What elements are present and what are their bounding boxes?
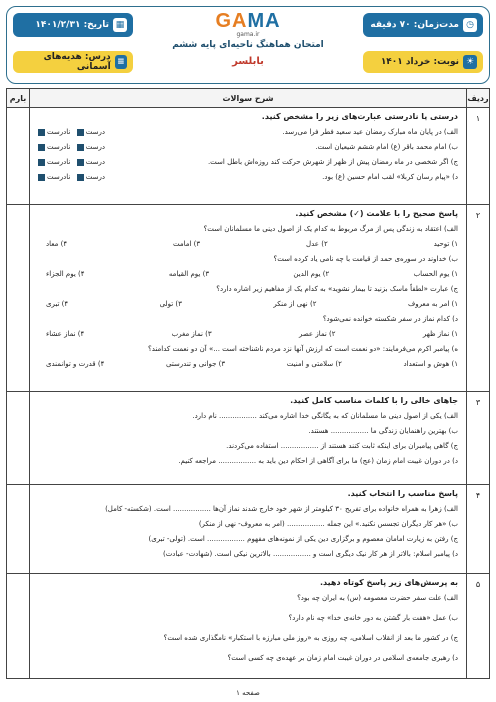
tf-item: الف) در پایان ماه مبارک رمضان عید سعید فطر فرا می‌رسد. درست نادرست	[36, 126, 458, 139]
false-checkbox[interactable]	[38, 159, 45, 166]
mc-option[interactable]: ۴) یوم الجزاء	[46, 270, 85, 278]
exam-header	[6, 6, 490, 84]
short-answer-item: د) رهبری جامعه‌ی اسلامی در دوران غیبت امام زمان بر عهده‌ی چه کسی است؟	[227, 654, 458, 662]
mc-option[interactable]: ۴) قدرت و توانمندی	[46, 360, 105, 368]
question-title: پاسخ صحیح را با علامت (✓) مشخص کنید.	[295, 209, 458, 218]
question-row-4	[7, 485, 489, 574]
mc-option[interactable]: ۴) نماز عشاء	[46, 330, 85, 338]
mc-question: ب) خداوند در سوره‌ی حمد از قیامت با چه نامی یاد کرده است؟	[273, 255, 458, 263]
fill-blank-item: ب) بهترین راهنمایان زندگی ما ................. هستند.	[308, 427, 458, 435]
false-checkbox[interactable]	[38, 129, 45, 136]
gama-logo: GAMA	[215, 10, 281, 32]
true-checkbox[interactable]	[77, 159, 84, 166]
short-answer-item: ج) در کشور ما بعد از انقلاب اسلامی، چه روزی به «روز ملی مبارزه با استکبار» نامگذاری شده است؟	[163, 634, 458, 642]
mc-options	[36, 358, 458, 371]
choice-item: د) پیامبر اسلام: بالاتر از هر کار نیک دیگری است و ................. بالاترین نیکی است. (شهادت- عبادت)	[162, 550, 458, 558]
exam-city: بابلسر	[232, 56, 264, 67]
duration-text: مدت‌زمان: ۷۰ دقیقه	[370, 20, 459, 30]
choice-item: ب) «هر کار دیگران تجسس نکنید.» این جمله ................. (امر به معروف- نهی از منکر)	[198, 520, 458, 528]
mc-option[interactable]: ۳) امامت	[173, 240, 201, 248]
header-center	[157, 11, 339, 67]
mc-option[interactable]: ۲) عدل	[306, 240, 328, 248]
mc-option[interactable]: ۴) معاد	[46, 240, 68, 248]
mc-option[interactable]: ۳) تولی	[159, 300, 182, 308]
question-row-3	[7, 392, 489, 485]
score-cell	[7, 392, 29, 484]
question-title: به پرسش‌های زیر پاسخ کوتاه دهید.	[319, 578, 458, 587]
mc-option[interactable]: ۲) یوم الدین	[293, 270, 330, 278]
question-number: ۵	[466, 574, 489, 678]
col-score-header: بارم	[9, 93, 27, 103]
score-cell	[7, 485, 29, 573]
question-row-5	[7, 574, 489, 678]
mc-option[interactable]: ۳) جوانی و تندرستی	[165, 360, 226, 368]
question-row-2	[7, 205, 489, 392]
date-bar	[13, 13, 133, 37]
short-answer-item: الف) علت سفر حضرت معصومه (س) به ایران چه بود؟	[297, 594, 458, 602]
mc-option[interactable]: ۱) یوم الحساب	[413, 270, 458, 278]
fill-blank-item: الف) یکی از اصول دینی ما مسلمانان که به یگانگی خدا اشاره می‌کند ................. نام دارد.	[192, 412, 458, 420]
mc-options	[36, 328, 458, 341]
tf-item: ج) اگر شخصی در ماه رمضان پیش از ظهر از شهرش حرکت کند روزه‌اش باطل است. درست نادرست	[36, 156, 458, 169]
mc-option[interactable]: ۳) یوم القیامه	[168, 270, 210, 278]
tf-options: درست نادرست	[36, 126, 105, 139]
tf-options: درست نادرست	[36, 156, 105, 169]
exam-title: امتحان هماهنگ ناحیه‌ای پایه ششم	[172, 40, 324, 50]
col-body-header: شرح سوالات	[29, 89, 466, 107]
question-number: ۲	[466, 205, 489, 391]
question-number: ۳	[466, 392, 489, 484]
mc-option[interactable]: ۳) نماز مغرب	[171, 330, 212, 338]
tf-item: ب) امام محمد باقر (ع) امام ششم شیعیان است. درست نادرست	[36, 141, 458, 154]
false-checkbox[interactable]	[38, 144, 45, 151]
col-num-header: ردیف	[466, 89, 489, 107]
table-header	[7, 89, 489, 108]
mc-option[interactable]: ۲) نهی از منکر	[273, 300, 317, 308]
calendar-icon: ▦	[113, 18, 127, 32]
question-row-1	[7, 108, 489, 205]
mc-options	[36, 268, 458, 281]
question-title: درستی یا نادرستی عبارت‌های زیر را مشخص کنید.	[261, 112, 458, 121]
question-title: پاسخ مناسب را انتخاب کنید.	[347, 489, 458, 498]
mc-question: ه) پیامبر اکرم می‌فرمایند: «دو نعمت است که ارزش آنها نزد مردم ناشناخته است ...» آن دو نعمت کدامند؟	[148, 345, 458, 353]
choice-item: الف) زهرا به همراه خانواده برای تفریح ۳۰ کیلومتر از شهر خود خارج شدند نماز آن‌ها ................. است. (شکسته- کامل)	[105, 505, 458, 513]
mc-question: ج) عبارت «لطفاً ماسک بزنید تا بیمار نشوید» به کدام یک از مفاهیم زیر اشاره دارد؟	[216, 285, 458, 293]
date-text: تاریخ: ۱۴۰۱/۲/۳۱	[35, 20, 109, 30]
page-number: صفحه ۱	[236, 689, 260, 697]
session-text: نوبت: خرداد ۱۴۰۱	[380, 57, 459, 67]
clock-icon: ◷	[463, 18, 477, 32]
tf-options: درست نادرست	[36, 171, 105, 184]
score-cell	[7, 205, 29, 391]
fill-blank-item: ج) گاهی پیامبران برای اینکه ثابت کنند هستند از ................. استفاده می‌کردند.	[226, 442, 458, 450]
tf-item: د) «پیام رسان کربلا» لقب امام حسین (ع) بود. درست نادرست	[36, 171, 458, 184]
mc-option[interactable]: ۱) هوش و استعداد	[403, 360, 458, 368]
sun-icon: ☀	[463, 55, 477, 69]
true-checkbox[interactable]	[77, 129, 84, 136]
mc-option[interactable]: ۲) سلامتی و امنیت	[286, 360, 342, 368]
true-checkbox[interactable]	[77, 144, 84, 151]
score-cell	[7, 108, 29, 204]
subject-text: درس: هدیه‌های آسمانی	[43, 52, 111, 72]
short-answer-item: ب) عمل «هفت بار گشتن به دور خانه‌ی خدا» چه نام دارد؟	[288, 614, 458, 622]
logo-sub: gama.ir	[236, 31, 260, 38]
choice-item: ج) رفتن به زیارت امامان معصوم و برگزاری دین یکی از نمونه‌های مفهوم ................. است. (تولی- تبری)	[148, 535, 458, 543]
mc-option[interactable]: ۱) نماز ظهر	[422, 330, 458, 338]
mc-options	[36, 298, 458, 311]
session-bar	[363, 51, 483, 73]
question-number: ۴	[466, 485, 489, 573]
mc-question: الف) اعتقاد به زندگی پس از مرگ مربوط به کدام یک از اصول دینی ما مسلمانان است؟	[203, 225, 458, 233]
subject-bar	[13, 51, 133, 73]
mc-options	[36, 238, 458, 251]
mc-option[interactable]: ۱) امر به معروف	[407, 300, 458, 308]
false-checkbox[interactable]	[38, 174, 45, 181]
fill-blank-item: د) در دوران غیبت امام زمان (عج) ما برای آگاهی از احکام دین باید به ................. مراجعه کنیم.	[178, 457, 458, 465]
question-title: جاهای خالی را با کلمات مناسب کامل کنید.	[290, 396, 458, 405]
book-icon: ≡	[115, 55, 127, 69]
score-cell	[7, 574, 29, 678]
question-number: ۱	[466, 108, 489, 204]
questions-table	[6, 88, 490, 679]
mc-option[interactable]: ۴) تبری	[46, 300, 69, 308]
true-checkbox[interactable]	[77, 174, 84, 181]
mc-option[interactable]: ۲) نماز عصر	[298, 330, 336, 338]
duration-bar	[363, 13, 483, 37]
tf-options: درست نادرست	[36, 141, 105, 154]
mc-question: د) کدام نماز در سفر شکسته خوانده نمی‌شود؟	[322, 315, 458, 323]
mc-option[interactable]: ۱) توحید	[433, 240, 458, 248]
